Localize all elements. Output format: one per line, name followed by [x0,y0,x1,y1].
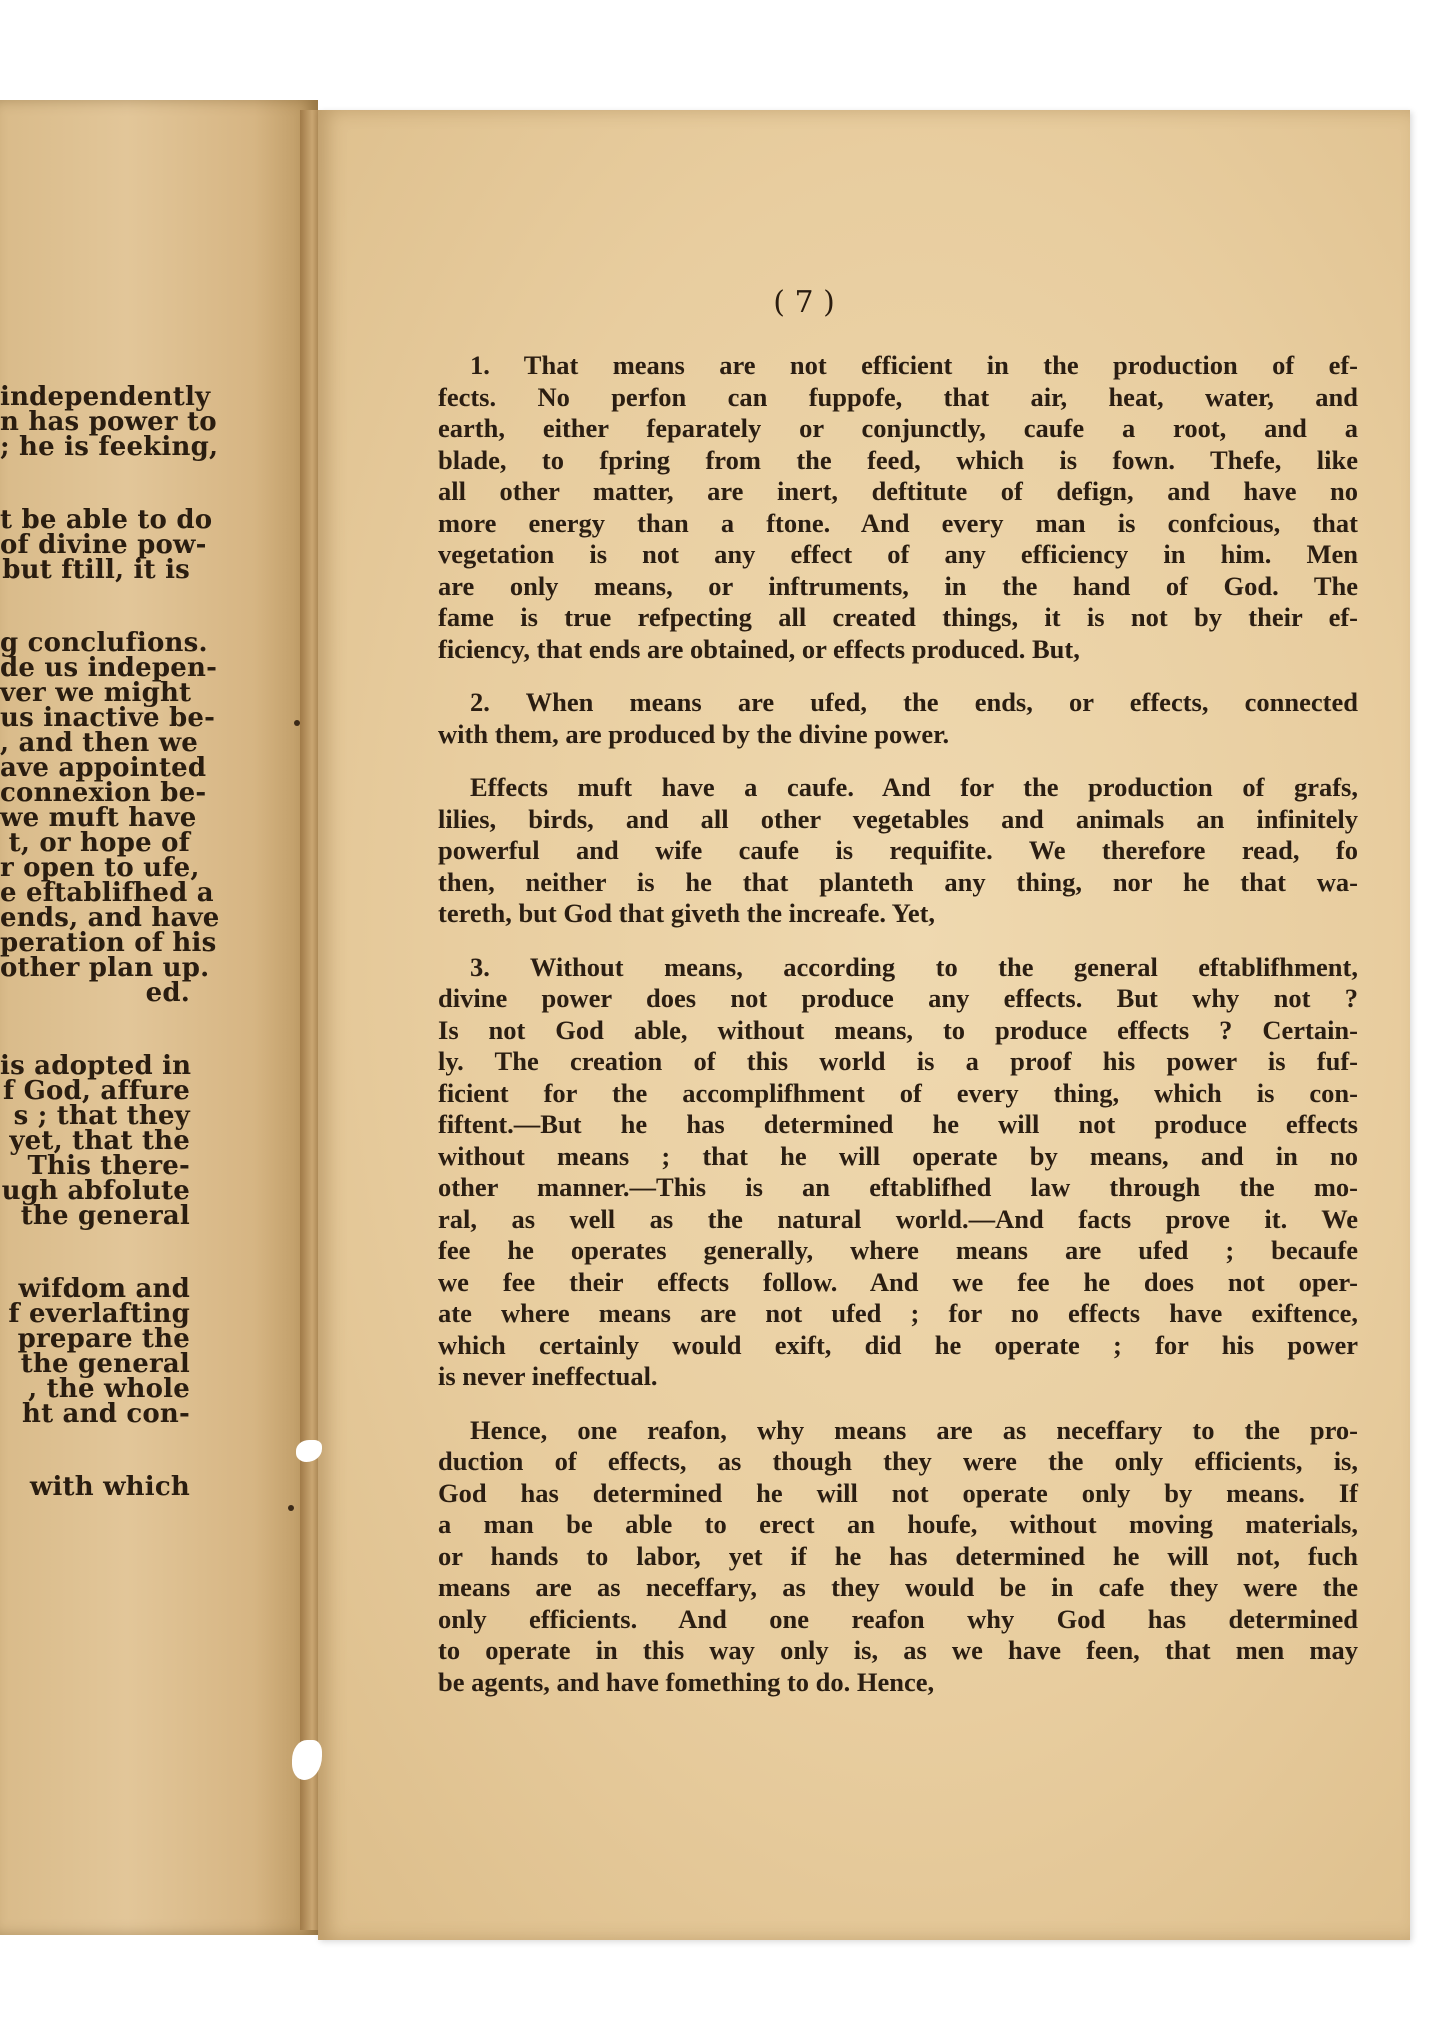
text-line: fiftent.—But he has determined he will not produce effects [438,1109,1358,1139]
left-page-line: peration of his [0,928,217,958]
left-page-line: s ; that they [13,1101,190,1131]
text-line: ly. The creation of this world is a proof his power is fuf- [438,1046,1358,1076]
left-page-line: with which [29,1472,190,1502]
left-page-line: we muft have [0,803,197,833]
left-page-line: prepare the [17,1324,190,1354]
text-line: with them, are produced by the divine power. [438,718,950,749]
left-page-line: t, or hope of [8,828,190,858]
paragraph [438,952,1358,1393]
left-page-line: the general [20,1201,190,1231]
text-line: a man be able to erect an houfe, without moving materials, [438,1509,1358,1539]
text-line: vegetation is not any effect of any efficiency in him. Men [438,539,1358,569]
text-line: 3. Without means, according to the general eftablifhment, [470,951,1358,982]
right-page-text [438,350,1358,1720]
left-page-line: of divine pow- [0,530,207,560]
text-line: 2. When means are ufed, the ends, or effects, connected [470,687,1358,717]
text-line: are only means, or inftruments, in the hand of God. The [438,570,1358,601]
left-page-line: us inactive be- [0,703,216,733]
page-tear [292,1740,322,1780]
text-line: God has determined he will not operate only by means. If [438,1477,1358,1508]
left-page-line: f everlafting [8,1299,190,1329]
right-page [318,110,1410,1940]
text-line: fects. No perfon can fuppofe, that air, heat, water, and [438,381,1358,412]
text-line: more energy than a ftone. And every man is confcious, that [438,507,1358,538]
left-page-line: g conclufions. [0,628,208,658]
text-line: without means ; that he will operate by means, and in no [438,1140,1358,1171]
text-line: be agents, and have fomething to do. Hence, [438,1666,935,1697]
left-page-line: but ftill, it is [2,555,190,585]
left-page-line: ave appointed [0,753,207,783]
text-line: is never ineffectual. [438,1361,658,1391]
text-line: 1. That means are not efficient in the production of ef- [470,350,1358,380]
left-page-line: wifdom and [18,1274,190,1304]
left-page-line: independently [0,382,211,412]
page-number: ( 7 ) [773,285,835,320]
paragraph [438,350,1358,665]
left-page-line: ed. [145,978,190,1008]
text-line: blade, to fpring from the feed, which is fown. Thefe, like [438,444,1358,475]
left-page-line: yet, that the [9,1126,190,1156]
text-line: or hands to labor, yet if he has determined he will not, fuch [438,1540,1358,1571]
text-line: tereth, but God that giveth the increafe. Yet, [438,898,936,928]
text-line: lilies, birds, and all other vegetables and animals an infinitely [438,803,1358,834]
left-page-line: f God, affure [2,1076,190,1106]
left-page-line: ends, and have [0,903,220,933]
left-page-line: n has power to [0,407,217,437]
left-page-line: , the whole [28,1374,190,1404]
left-page-line: other plan up. [0,953,210,983]
left-page-line: This there- [27,1151,190,1181]
text-line: fee he operates generally, where means are ufed ; becaufe [438,1235,1358,1265]
left-page-line: r open to ufe, [0,853,200,883]
left-page-line: ver we might [0,678,192,708]
left-page-line: e eftablifhed a [0,878,214,908]
text-line: which certainly would exift, did he operate ; for his power [438,1329,1358,1360]
text-line: means are as neceffary, as they would be in cafe they were the [438,1572,1358,1602]
paragraph [438,1415,1358,1699]
text-line: duction of effects, as though they were the only efficients, is, [438,1446,1358,1476]
left-page-line: ; he is feeking, [0,432,219,462]
text-line: fame is true refpecting all created things, it is not by their ef- [438,602,1358,632]
text-line: then, neither is he that planteth any thing, nor he that wa- [438,866,1358,897]
left-page-line: de us indepen- [0,653,218,683]
text-line: other manner.—This is an eftablifhed law through the mo- [438,1172,1358,1202]
text-line: all other matter, are inert, deftitute of defign, and have no [438,476,1358,506]
text-line: only efficients. And one reafon why God has determined [438,1603,1358,1634]
left-page-line: the general [20,1349,190,1379]
margin-mark [288,1505,294,1511]
text-line: ral, as well as the natural world.—And facts prove it. We [438,1203,1358,1234]
text-line: ate where means are not ufed ; for no effects have exiftence, [438,1298,1358,1328]
text-line: earth, either feparately or conjunctly, caufe a root, and a [438,413,1358,443]
text-line: powerful and wife caufe is requifite. We therefore read, fo [438,835,1358,865]
text-line: we fee their effects follow. And we fee he does not oper- [438,1266,1358,1297]
paragraph [438,772,1358,930]
page-tear [296,1440,322,1462]
left-page-line: ht and con- [21,1399,190,1429]
text-line: to operate in this way only is, as we have feen, that men may [438,1635,1358,1665]
text-line: Effects muft have a caufe. And for the production of grafs, [470,772,1358,802]
text-line: Is not God able, without means, to produce effects ? Certain- [438,1014,1358,1045]
text-line: divine power does not produce any effects. But why not ? [438,983,1358,1013]
left-page-line: t be able to do [0,505,213,535]
paragraph [438,687,1358,750]
text-line: ficiency, that ends are obtained, or effects produced. But, [438,633,1080,664]
text-line: ficient for the accomplifhment of every thing, which is con- [438,1077,1358,1108]
left-page-line: is adopted in [0,1051,192,1081]
margin-mark [294,720,300,726]
left-page [0,100,318,1935]
text-line: Hence, one reafon, why means are as neceffary to the pro- [470,1414,1358,1445]
left-page-line: connexion be- [0,778,207,808]
left-page-line: , and then we [0,728,199,758]
left-page-line: ugh abfolute [1,1176,190,1206]
